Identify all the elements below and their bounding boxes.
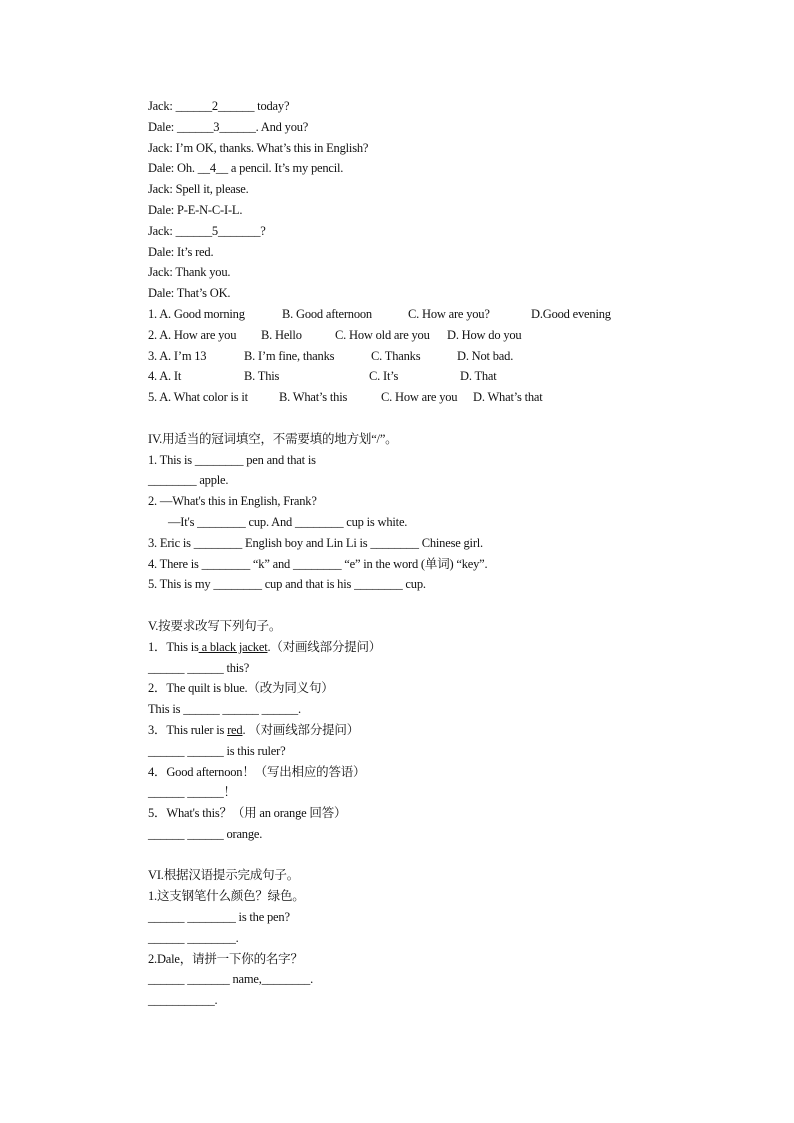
question-text: 3．This ruler is xyxy=(148,722,228,737)
option-b: B. What’s this xyxy=(279,390,348,405)
answer-line: ______ ______ is this ruler? xyxy=(148,743,286,758)
answer-line: ______ ________ is the pen? xyxy=(148,910,290,925)
question-line xyxy=(148,720,748,741)
option-d: D. Not bad. xyxy=(457,348,514,363)
question-line: 5. This is my ________ cup and that is his ________ cup. xyxy=(148,577,426,592)
option-c: C. How old are you xyxy=(335,327,430,342)
question-line: 5．What's this？（用 an orange 回答） xyxy=(148,806,347,821)
choice-row xyxy=(148,366,748,387)
option-a: 2. A. How are you xyxy=(148,327,237,342)
answer-line: ______ ______ this? xyxy=(148,660,250,675)
dialogue-line: Dale: P-E-N-C-I-L. xyxy=(148,202,243,217)
worksheet xyxy=(148,96,748,1011)
answer-line: ___________. xyxy=(148,993,218,1008)
question-line: 4. There is ________ “k” and ________ “e” in the word (单词) “key”. xyxy=(148,556,488,571)
answer-line: This is ______ ______ ______. xyxy=(148,702,301,717)
option-d: D. That xyxy=(460,369,497,384)
answer-line: ______ _______ name,________. xyxy=(148,972,314,987)
dialogue-line: Jack: ______2______ today? xyxy=(148,99,290,113)
option-b: B. Good afternoon xyxy=(282,306,372,321)
spacer xyxy=(148,595,748,616)
section-v xyxy=(148,616,748,845)
question-line: 2.Dale，请拼一下你的名字？ xyxy=(148,951,303,966)
dialogue-line: Jack: Thank you. xyxy=(148,265,231,280)
spacer xyxy=(148,408,748,429)
option-d: D. How do you xyxy=(447,327,522,342)
section-iv xyxy=(148,429,748,595)
question-line: 3. Eric is ________ English boy and Lin Li is ________ Chinese girl. xyxy=(148,535,483,550)
dialogue-line: Jack: ______5_______? xyxy=(148,223,266,238)
option-a: 1. A. Good morning xyxy=(148,306,245,321)
spacer xyxy=(148,845,748,866)
answer-line: ______ ________. xyxy=(148,930,239,945)
dialogue-line: Dale: Oh. __4__ a pencil. It’s my pencil. xyxy=(148,161,344,176)
question-line: —It's ________ cup. And ________ cup is white. xyxy=(168,514,408,529)
dialogue-line: Jack: Spell it, please. xyxy=(148,182,249,197)
choice-row xyxy=(148,325,748,346)
option-a: 4. A. It xyxy=(148,369,182,384)
question-line: 2. —What's this in English, Frank? xyxy=(148,494,317,509)
answer-line: ______ ______！ xyxy=(148,785,236,800)
question-instruction: . （对画线部分提问） xyxy=(242,722,360,737)
question-line: 4．Good afternoon！（写出相应的答语） xyxy=(148,764,366,779)
choices xyxy=(148,304,748,408)
question-line xyxy=(148,637,748,658)
answer-line: ______ ______ orange. xyxy=(148,826,263,841)
option-b: B. This xyxy=(244,369,280,384)
option-c: C. How are you? xyxy=(408,306,490,321)
option-c: C. It’s xyxy=(369,369,399,384)
question-line: 2．The quilt is blue.（改为同义句） xyxy=(148,681,334,696)
choice-row xyxy=(148,387,748,408)
section-title: IV.用适当的冠词填空，不需要填的地方划“/”。 xyxy=(148,431,398,446)
underlined-phrase: a black jacket xyxy=(198,639,268,654)
question-text: 1．This is xyxy=(148,639,199,654)
question-line: 1.这支钢笔什么颜色？绿色。 xyxy=(148,889,305,904)
underlined-phrase: red xyxy=(227,722,243,737)
dialogue-line: Jack: I’m OK, thanks. What’s this in English? xyxy=(148,140,369,155)
option-d: D. What’s that xyxy=(473,390,543,405)
section-vi xyxy=(148,865,748,1011)
choice-row xyxy=(148,304,748,325)
option-b: B. Hello xyxy=(261,327,302,342)
dialogue-line: Dale: It’s red. xyxy=(148,244,214,259)
dialogue-line: Dale: That’s OK. xyxy=(148,286,231,301)
dialogue xyxy=(148,96,748,304)
dialogue-line: Dale: ______3______. And you? xyxy=(148,119,309,134)
option-a: 5. A. What color is it xyxy=(148,390,248,405)
section-title: V.按要求改写下列句子。 xyxy=(148,618,282,633)
question-line: 1. This is ________ pen and that is xyxy=(148,452,316,467)
choice-row xyxy=(148,346,748,367)
option-b: B. I’m fine, thanks xyxy=(244,348,335,363)
question-line: ________ apple. xyxy=(148,473,229,488)
question-instruction: .（对画线部分提问） xyxy=(267,639,382,654)
option-c: C. How are you xyxy=(381,390,458,405)
option-a: 3. A. I’m 13 xyxy=(148,348,207,363)
section-title: VI.根据汉语提示完成句子。 xyxy=(148,868,300,883)
option-c: C. Thanks xyxy=(371,348,421,363)
option-d: D.Good evening xyxy=(531,306,611,321)
